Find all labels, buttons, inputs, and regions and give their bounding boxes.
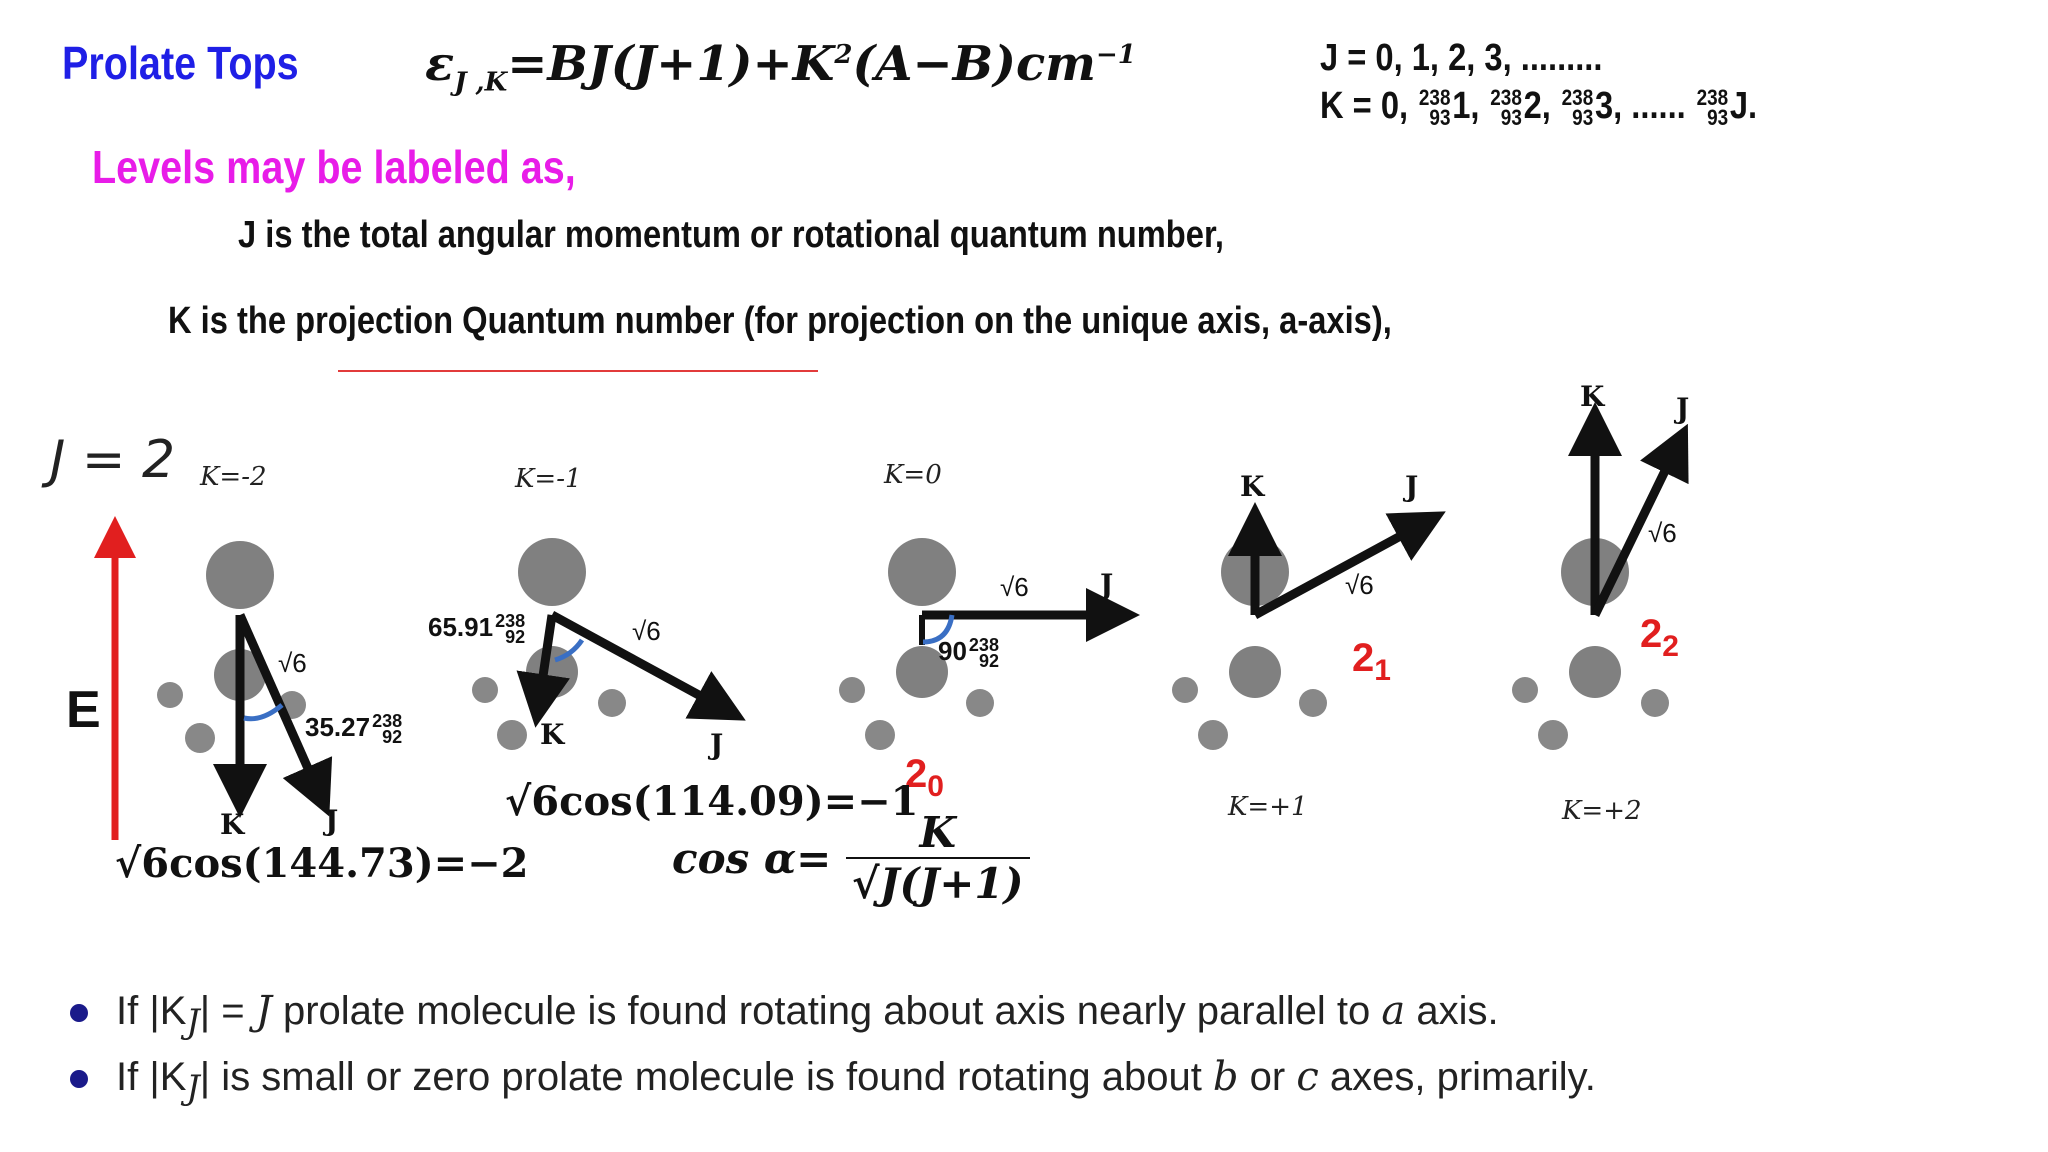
nuclide-mark: 238 92	[968, 635, 999, 672]
quantum-ranges	[1320, 34, 1757, 130]
eq-rhs: =BJ(J+1)+K	[507, 36, 835, 92]
cos-denominator: √J(J+1)	[846, 857, 1030, 908]
k-vector-label: K	[1580, 380, 1605, 413]
k-vector-label: K	[1240, 470, 1265, 503]
k-label-0: K=0	[884, 460, 942, 490]
angle-label: 65.91 238 92	[428, 611, 526, 648]
sqrt6-label: √6	[1648, 518, 1677, 548]
nuclide-mark: 238 93	[1696, 84, 1729, 130]
sqrt6-label: √6	[278, 648, 307, 678]
bullet-1: If $|K_J| = J$ prolate molecule is found rotating about axis nearly parallel to a axis.	[70, 988, 1499, 1042]
atom	[888, 538, 956, 606]
level-label-2-2: $2_2$	[1640, 612, 1679, 663]
bullet-2: If $|K_J|$ is small or zero prolate molecule is found rotating about b or c axes, primarily.	[70, 1054, 1596, 1108]
j-vector-label: J	[710, 728, 724, 761]
atom	[1229, 646, 1281, 698]
nuclide-mark: 238 92	[372, 711, 403, 748]
eq-lhs: ε	[425, 36, 455, 92]
eq-lhs-sub: J ,K	[454, 67, 508, 98]
cos-lhs: cos α=	[672, 833, 832, 883]
level-label-2-0: $2_0$	[905, 752, 944, 803]
j-vector-label: J	[1676, 392, 1690, 425]
molecule-k-plus-1	[1172, 520, 1430, 750]
level-label-2-1: $2_1$	[1352, 636, 1391, 687]
sqrt6-label: √6	[1000, 572, 1029, 602]
k-label-minus-2: K=-2	[200, 462, 267, 492]
k-values	[1320, 82, 1757, 130]
atom	[1538, 720, 1568, 750]
cos-fraction	[846, 808, 1030, 908]
atom	[206, 541, 274, 609]
atom	[1512, 677, 1538, 703]
j-vector-label: J	[1405, 470, 1419, 503]
cos-numerator: K	[919, 808, 957, 857]
atom	[1569, 646, 1621, 698]
atom	[966, 689, 994, 717]
k-vector-label: K	[220, 808, 245, 841]
k-vector-label: K	[540, 718, 565, 751]
angle-label: 90 238 92	[938, 635, 999, 672]
atom	[518, 538, 586, 606]
sqrt6-label: √6	[1345, 570, 1374, 600]
sqrt6-label: √6	[632, 616, 661, 646]
k-item: 3, ......	[1594, 85, 1686, 127]
angle-arc	[244, 705, 282, 719]
k-label-plus-1: K=+1	[1228, 792, 1308, 822]
energy-label: E	[66, 681, 101, 739]
j-vector-label: J	[325, 804, 339, 837]
atom	[865, 720, 895, 750]
atom	[472, 677, 498, 703]
cos-formula	[672, 808, 1030, 908]
atom	[839, 677, 865, 703]
atom	[1172, 677, 1198, 703]
k-item: 1,	[1452, 85, 1480, 127]
eq-unit-exp: −1	[1095, 40, 1136, 70]
equation-k-minus-2: √6cos(144.73)=−2	[115, 840, 529, 887]
angle-label: 35.27 238 92	[305, 711, 403, 748]
atom	[157, 682, 183, 708]
nuclide-mark: 238 93	[1561, 84, 1594, 130]
eq-rhs2: (A−B)cm	[852, 36, 1096, 92]
k-item: 2,	[1523, 85, 1551, 127]
atom	[1641, 689, 1669, 717]
k-prefix: K = 0,	[1320, 85, 1409, 127]
underline	[338, 370, 818, 372]
nuclide-mark: 238 93	[1490, 84, 1522, 130]
subtitle: Levels may be labeled as,	[92, 141, 576, 193]
k-label-plus-2: K=+2	[1562, 796, 1642, 826]
k-item: J.	[1729, 85, 1758, 127]
nuclide-mark: 238 93	[1418, 84, 1451, 130]
j-vector-label: J	[1100, 568, 1114, 601]
atom	[185, 723, 215, 753]
atom	[598, 689, 626, 717]
bullet-dot	[70, 1004, 88, 1022]
bullet-dot	[70, 1070, 88, 1088]
k-definition: K is the projection Quantum number (for projection on the unique axis, a-axis),	[168, 300, 1392, 342]
energy-equation	[425, 36, 1136, 98]
j-equals-label: J = 2	[50, 430, 176, 490]
equation-k-minus-1: √6cos(114.09)=−1	[505, 778, 919, 825]
j-definition: J is the total angular momentum or rotational quantum number,	[238, 214, 1224, 256]
atom	[1299, 689, 1327, 717]
page-title: Prolate Tops	[62, 37, 299, 89]
j-values: J = 0, 1, 2, 3, .........	[1320, 37, 1603, 79]
nuclide-mark: 238 92	[495, 611, 526, 648]
eq-square: 2	[834, 40, 853, 70]
atom	[1198, 720, 1228, 750]
atom	[497, 720, 527, 750]
k-label-minus-1: K=-1	[515, 464, 582, 494]
molecule-k-plus-2	[1512, 420, 1680, 750]
